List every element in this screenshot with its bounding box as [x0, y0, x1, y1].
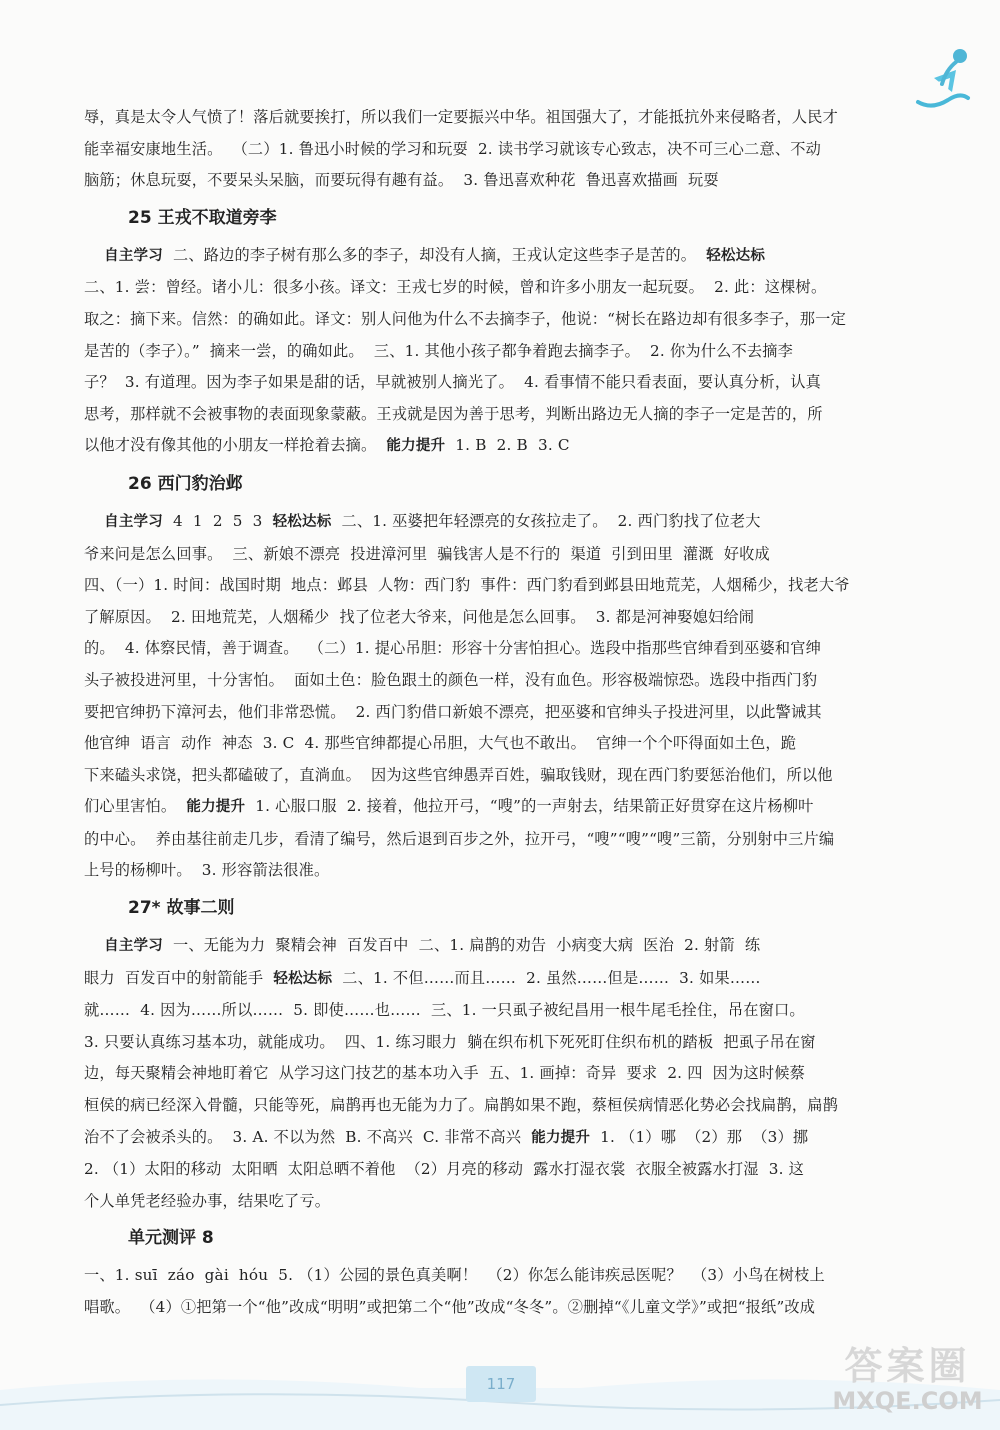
text-line	[84, 1122, 916, 1155]
text-line	[84, 665, 916, 697]
text-segment: 是苦的（李子）。” 摘来一尝，的确如此。 三、1. 其他小孩子都争着跑去摘李子。 2. 你为什么不去摘李	[84, 341, 794, 360]
text-line	[84, 1058, 916, 1090]
section-heading: 27* 故事二则	[128, 898, 235, 919]
text-segment: 一、1. suī záo gài hóu 5. （1）公园的景色真美啊！ （2）你怎么能讳疾忌医呢？ （3）小鸟在树枝上	[84, 1266, 825, 1285]
text-segment: 他官绅 语言 动作 神态 3. C 4. 那些官绅都提心吊胆，大气也不敢出。 官绅一个个吓得面如土色，跪	[84, 734, 797, 753]
text-line	[84, 1154, 916, 1186]
text-line	[84, 1260, 916, 1292]
text-segment: 脑筋；休息玩耍，不要呆头呆脑，而要玩得有趣有益。 3. 鲁迅喜欢种花 鲁迅喜欢描画 玩耍	[84, 171, 719, 190]
text-segment: 2. （1）太阳的移动 太阳晒 太阳总晒不着他 （2）月亮的移动 露水打湿衣裳 衣服全被露水打湿 3. 这	[84, 1160, 805, 1179]
text-line	[84, 506, 916, 539]
text-line	[84, 855, 916, 887]
text-line	[84, 963, 916, 996]
text-segment	[84, 512, 104, 530]
text-segment: 4 1 2 5 3	[162, 511, 273, 530]
section-keyword: 能力提升	[531, 1129, 591, 1146]
text-line	[84, 824, 916, 856]
text-line	[84, 930, 916, 963]
text-segment: 眼力 百发百中的射箭能手	[84, 968, 274, 987]
text-segment: 治不了会被杀头的。 3. A. 不以为然 B. 不高兴 C. 非常不高兴	[84, 1127, 532, 1146]
text-line	[84, 1090, 916, 1122]
text-line	[84, 1186, 916, 1218]
section-keyword: 轻松达标	[273, 970, 333, 987]
answer-paragraph	[84, 506, 916, 887]
text-segment: 辱，真是太令人气愤了！落后就要挨打，所以我们一定要振兴中华。祖国强大了，才能抵抗外来侵略者，人民才	[84, 108, 838, 126]
text-line	[84, 539, 916, 571]
book-reader-logo-icon	[912, 40, 972, 120]
text-segment: 桓侯的病已经深入骨髓，只能等死，扁鹊再也无能为力了。扁鹊如果不跑，蔡桓侯病情恶化势必会找扁鹊，扁鹊	[84, 1096, 838, 1115]
section-keyword: 能力提升	[186, 799, 246, 816]
text-line	[84, 430, 916, 463]
section-keyword: 自主学习	[104, 938, 163, 955]
section-keyword: 自主学习	[104, 247, 163, 264]
text-line	[84, 633, 916, 665]
answer-paragraph	[84, 1260, 916, 1323]
page-number: 117	[466, 1366, 536, 1402]
text-segment: 四、（一）1. 时间：战国时期 地点：邺县 人物：西门豹 事件：西门豹看到邺县田地荒芜，人烟稀少，找老大爷	[84, 576, 850, 595]
text-segment: 头子被投进河里，十分害怕。 面如土色：脸色跟土的颜色一样，没有血色。形容极端惊恐。选段中指西门豹	[84, 670, 818, 689]
text-segment: 二、1. 不但……而且…… 2. 虽然……但是…… 3. 如果……	[332, 968, 761, 987]
text-line	[84, 1292, 916, 1324]
text-segment: 思考，那样就不会被事物的表面现象蒙蔽。王戎就是因为善于思考，判断出路边无人摘的李子一定是苦的，所	[84, 404, 823, 423]
section-heading: 单元测评 8	[128, 1228, 214, 1249]
text-segment: 的中心。 养由基往前走几步，看清了编号，然后退到百步之外，拉开弓，“嗖”“嗖”“嗖”三箭，分别射中三片编	[84, 829, 835, 848]
text-line	[84, 240, 916, 273]
text-line	[84, 791, 916, 824]
text-line	[84, 697, 916, 729]
text-line	[84, 570, 916, 602]
text-segment: 一、无能为力 聚精会神 百发百中 二、1. 扁鹊的劝告 小病变大病 医治 2. 射箭 练	[162, 936, 761, 955]
text-segment: 个人单凭老经验办事，结果吃了亏。	[84, 1191, 331, 1210]
text-segment: 下来磕头求饶，把头都磕破了，直淌血。 因为这些官绅愚弄百姓，骗取钱财，现在西门豹要惩治他们，所以他	[84, 765, 833, 784]
text-segment: 要把官绅扔下漳河去，他们非常恐慌。 2. 西门豹借口新娘不漂亮，把巫婆和官绅头子投进河里，以此警诫其	[84, 702, 822, 721]
text-segment: 3. 只要认真练习基本功，就能成功。 四、1. 练习眼力 躺在织布机下死死盯住织布机的踏板 把虱子吊在窗	[84, 1032, 816, 1051]
text-line	[84, 367, 916, 399]
watermark-bottom: MXQE.COM	[832, 1387, 983, 1415]
text-segment: 子？ 3. 有道理。因为李子如果是甜的话，早就被别人摘光了。 4. 看事情不能只看表面，要认真分析，认真	[84, 373, 821, 392]
text-segment	[84, 936, 104, 954]
text-segment: 二、1. 尝：曾经。诸小儿：很多小孩。译文：王戎七岁的时候，曾和许多小朋友一起玩耍。 2. 此：这棵树。	[84, 278, 827, 297]
watermark-top: 答案圈	[844, 1344, 971, 1388]
text-line	[84, 1027, 916, 1059]
text-segment: 能幸福安康地生活。 （二）1. 鲁迅小时候的学习和玩耍 2. 读书学习就该专心致志，决不可三心二意、不动	[84, 139, 821, 158]
text-line	[84, 102, 916, 134]
text-line	[84, 399, 916, 431]
text-segment: 就…… 4. 因为……所以…… 5. 即使……也…… 三、1. 一只虱子被纪昌用一根牛尾毛拴住，吊在窗口。	[84, 1001, 805, 1020]
text-segment: 二、路边的李子树有那么多的李子，却没有人摘，王戎认定这些李子是苦的。	[162, 245, 707, 264]
text-line	[84, 995, 916, 1027]
text-segment: 上号的杨柳叶。 3. 形容箭法很准。	[84, 861, 330, 880]
answer-paragraph	[84, 240, 916, 463]
text-segment: 爷来问是怎么回事。 三、新娘不漂亮 投进漳河里 骗钱害人是不行的 渠道 引到田里 灌溉 好收成	[84, 544, 770, 563]
answer-paragraph	[84, 102, 916, 197]
text-segment: 们心里害怕。	[84, 797, 187, 816]
section-keyword: 能力提升	[386, 438, 446, 455]
answer-content	[84, 102, 916, 1324]
section-heading: 26 西门豹治邺	[128, 473, 243, 494]
text-line	[84, 165, 916, 197]
section-keyword: 轻松达标	[272, 513, 332, 530]
text-line	[84, 336, 916, 368]
text-segment: 边，每天聚精会神地盯着它 从学习这门技艺的基本功入手 五、1. 画掉：奇异 要求 2. 四 因为这时候蔡	[84, 1064, 806, 1083]
text-segment: 了解原因。 2. 田地荒芜，人烟稀少 找了位老大爷来，问他是怎么回事。 3. 都是河神娶媳妇给闹	[84, 607, 755, 626]
text-line	[84, 602, 916, 634]
answer-paragraph	[84, 930, 916, 1217]
text-line	[84, 760, 916, 792]
text-line	[84, 728, 916, 760]
section-heading: 25 王戎不取道旁李	[128, 207, 277, 228]
section-keyword: 自主学习	[104, 513, 163, 530]
watermark-logo	[820, 1335, 995, 1430]
text-segment: 1. （1）哪 （2）那 （3）挪	[590, 1127, 809, 1146]
text-segment: 1. 心服口服 2. 接着，他拉开弓，“嗖”的一声射去，结果箭正好贯穿在这片杨柳叶	[245, 797, 814, 816]
text-segment: 二、1. 巫婆把年轻漂亮的女孩拉走了。 2. 西门豹找了位老大	[331, 511, 761, 530]
text-line	[84, 304, 916, 336]
text-segment: 以他才没有像其他的小朋友一样抢着去摘。	[84, 436, 387, 455]
text-segment: 1. B 2. B 3. C	[445, 436, 570, 455]
text-segment: 唱歌。 （4）①把第一个“他”改成“明明”或把第二个“他”改成“冬冬”。②删掉“《儿童文学》”或把“报纸”改成	[84, 1298, 816, 1316]
section-keyword: 轻松达标	[706, 247, 766, 264]
text-line	[84, 272, 916, 304]
text-line	[84, 134, 916, 166]
text-segment: 的。 4. 体察民情，善于调查。 （二）1. 提心吊胆：形容十分害怕担心。选段中指那些官绅看到巫婆和官绅	[84, 639, 821, 658]
text-segment	[84, 246, 104, 264]
text-segment: 取之：摘下来。信然：的确如此。译文：别人问他为什么不去摘李子，他说：“树长在路边却有很多李子，那一定	[84, 309, 846, 328]
